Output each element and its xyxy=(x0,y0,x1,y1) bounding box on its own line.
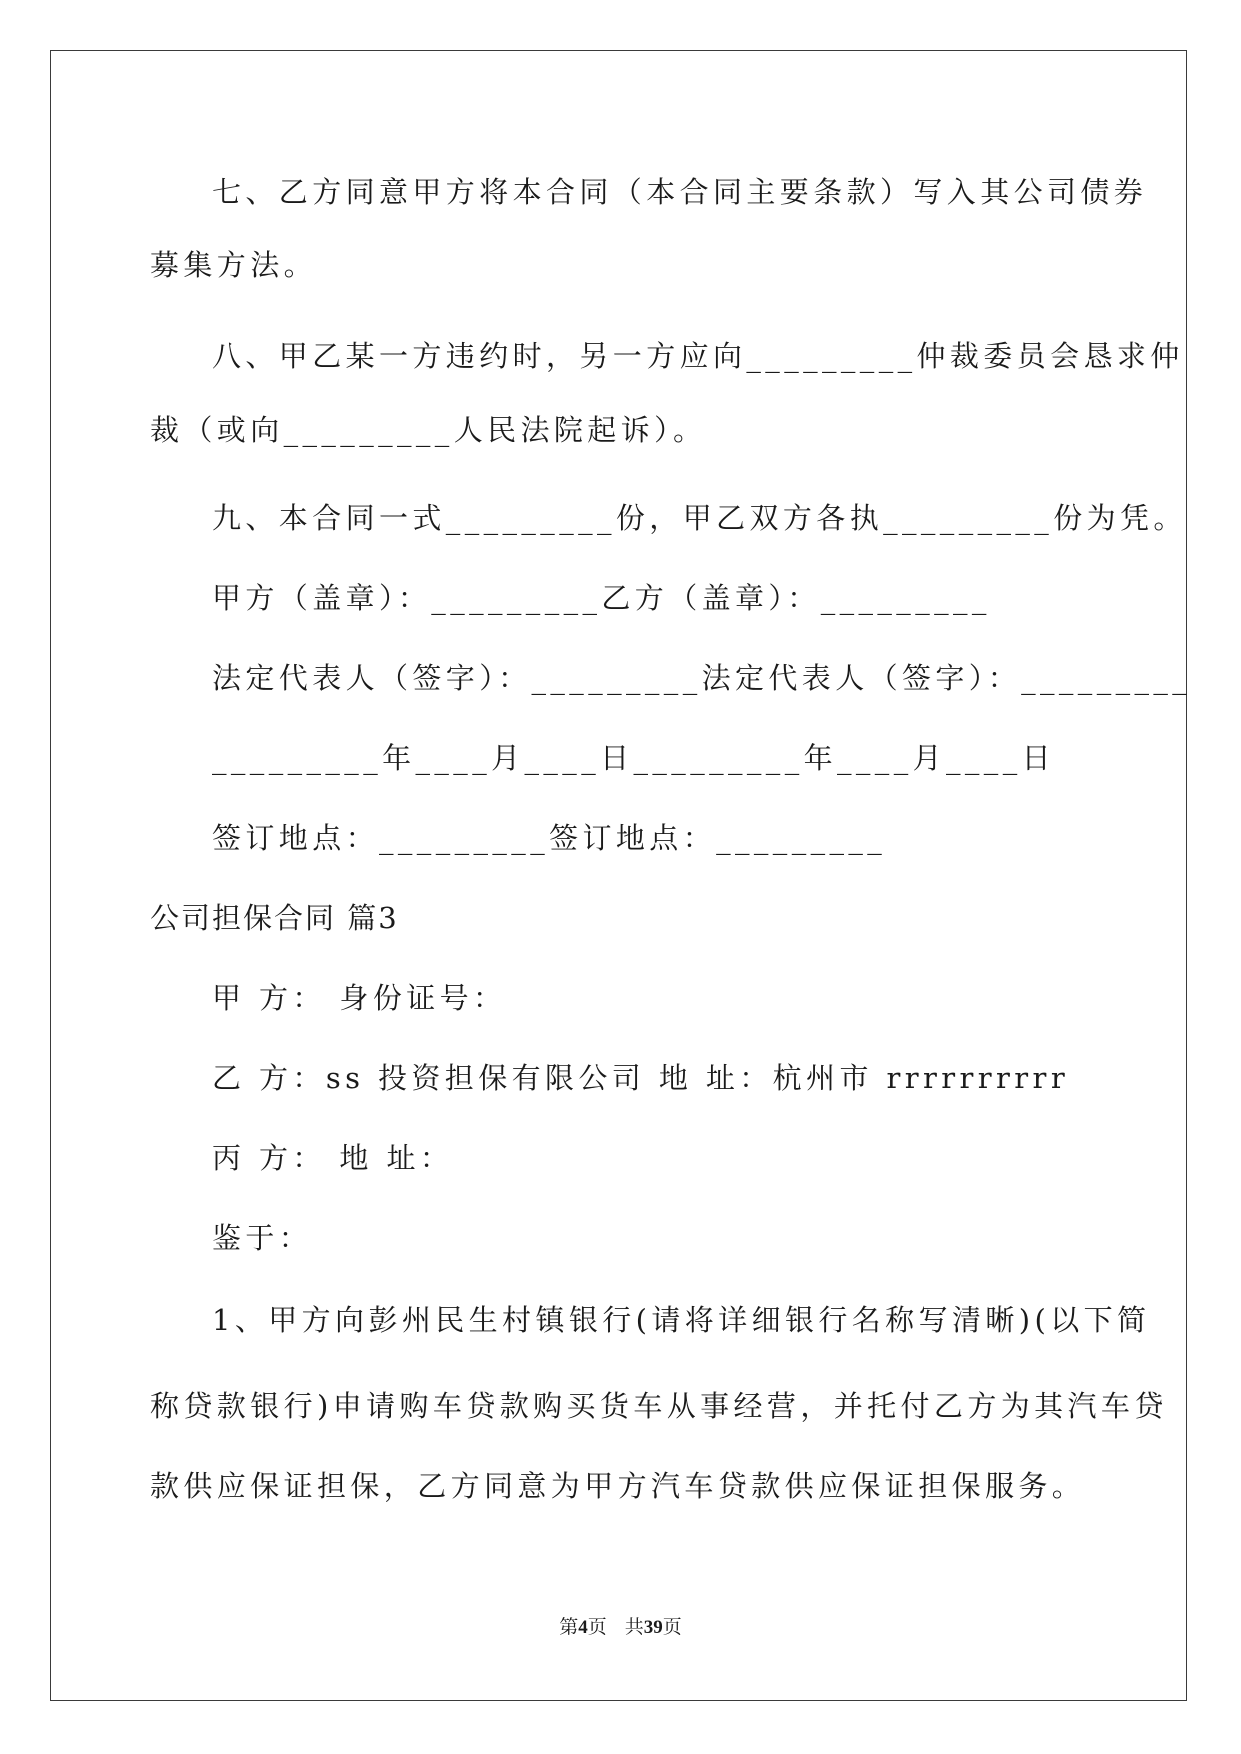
footer-total-prefix: 共 xyxy=(624,1617,644,1638)
party-c-line: 丙 方： 地 址： xyxy=(212,1141,454,1175)
page-border xyxy=(50,50,1187,1701)
footer-total-pages: 39 xyxy=(643,1617,663,1638)
section-heading: 公司担保合同 篇3 xyxy=(150,901,399,935)
clause-8-line-2: 裁（或向_________人民法院起诉）。 xyxy=(150,413,707,447)
page-footer xyxy=(0,1616,1241,1640)
party-a-line: 甲 方： 身份证号： xyxy=(212,981,507,1015)
party-b-line: 乙 方：ss 投资担保有限公司 地 址：杭州市 rrrrrrrrrr xyxy=(212,1061,1070,1095)
footer-page-prefix: 第 xyxy=(559,1617,579,1638)
date-line: _________年____月____日_________年____月____日 xyxy=(212,741,1055,775)
clause-7-line-1: 七、乙方同意甲方将本合同（本合同主要条款）写入其公司债券 xyxy=(212,175,1148,209)
whereas-line: 鉴于： xyxy=(212,1221,313,1255)
recital-1-line-2: 称贷款银行)申请购车贷款购买货车从事经营，并托付乙方为其汽车贷 xyxy=(150,1389,1168,1423)
footer-page-suffix: 页 xyxy=(587,1617,607,1638)
clause-9: 九、本合同一式_________份，甲乙双方各执_________份为凭。 xyxy=(212,501,1187,535)
recital-1-line-1: 1、甲方向彭州民生村镇银行(请将详细银行名称写清晰)(以下简 xyxy=(212,1303,1151,1337)
footer-total-suffix: 页 xyxy=(662,1617,682,1638)
seal-line: 甲方（盖章）：_________乙方（盖章）：_________ xyxy=(212,581,991,615)
clause-8-line-1: 八、甲乙某一方违约时，另一方应向_________仲裁委员会恳求仲 xyxy=(212,339,1184,373)
footer-page-number: 4 xyxy=(578,1617,588,1638)
representative-line: 法定代表人（签字）：_________法定代表人（签字）：_________ xyxy=(212,661,1192,695)
signing-place-line: 签订地点：_________签订地点：_________ xyxy=(212,821,887,855)
clause-7-line-2: 募集方法。 xyxy=(150,248,318,282)
recital-1-line-3: 款供应保证担保，乙方同意为甲方汽车贷款供应保证担保服务。 xyxy=(150,1469,1086,1503)
